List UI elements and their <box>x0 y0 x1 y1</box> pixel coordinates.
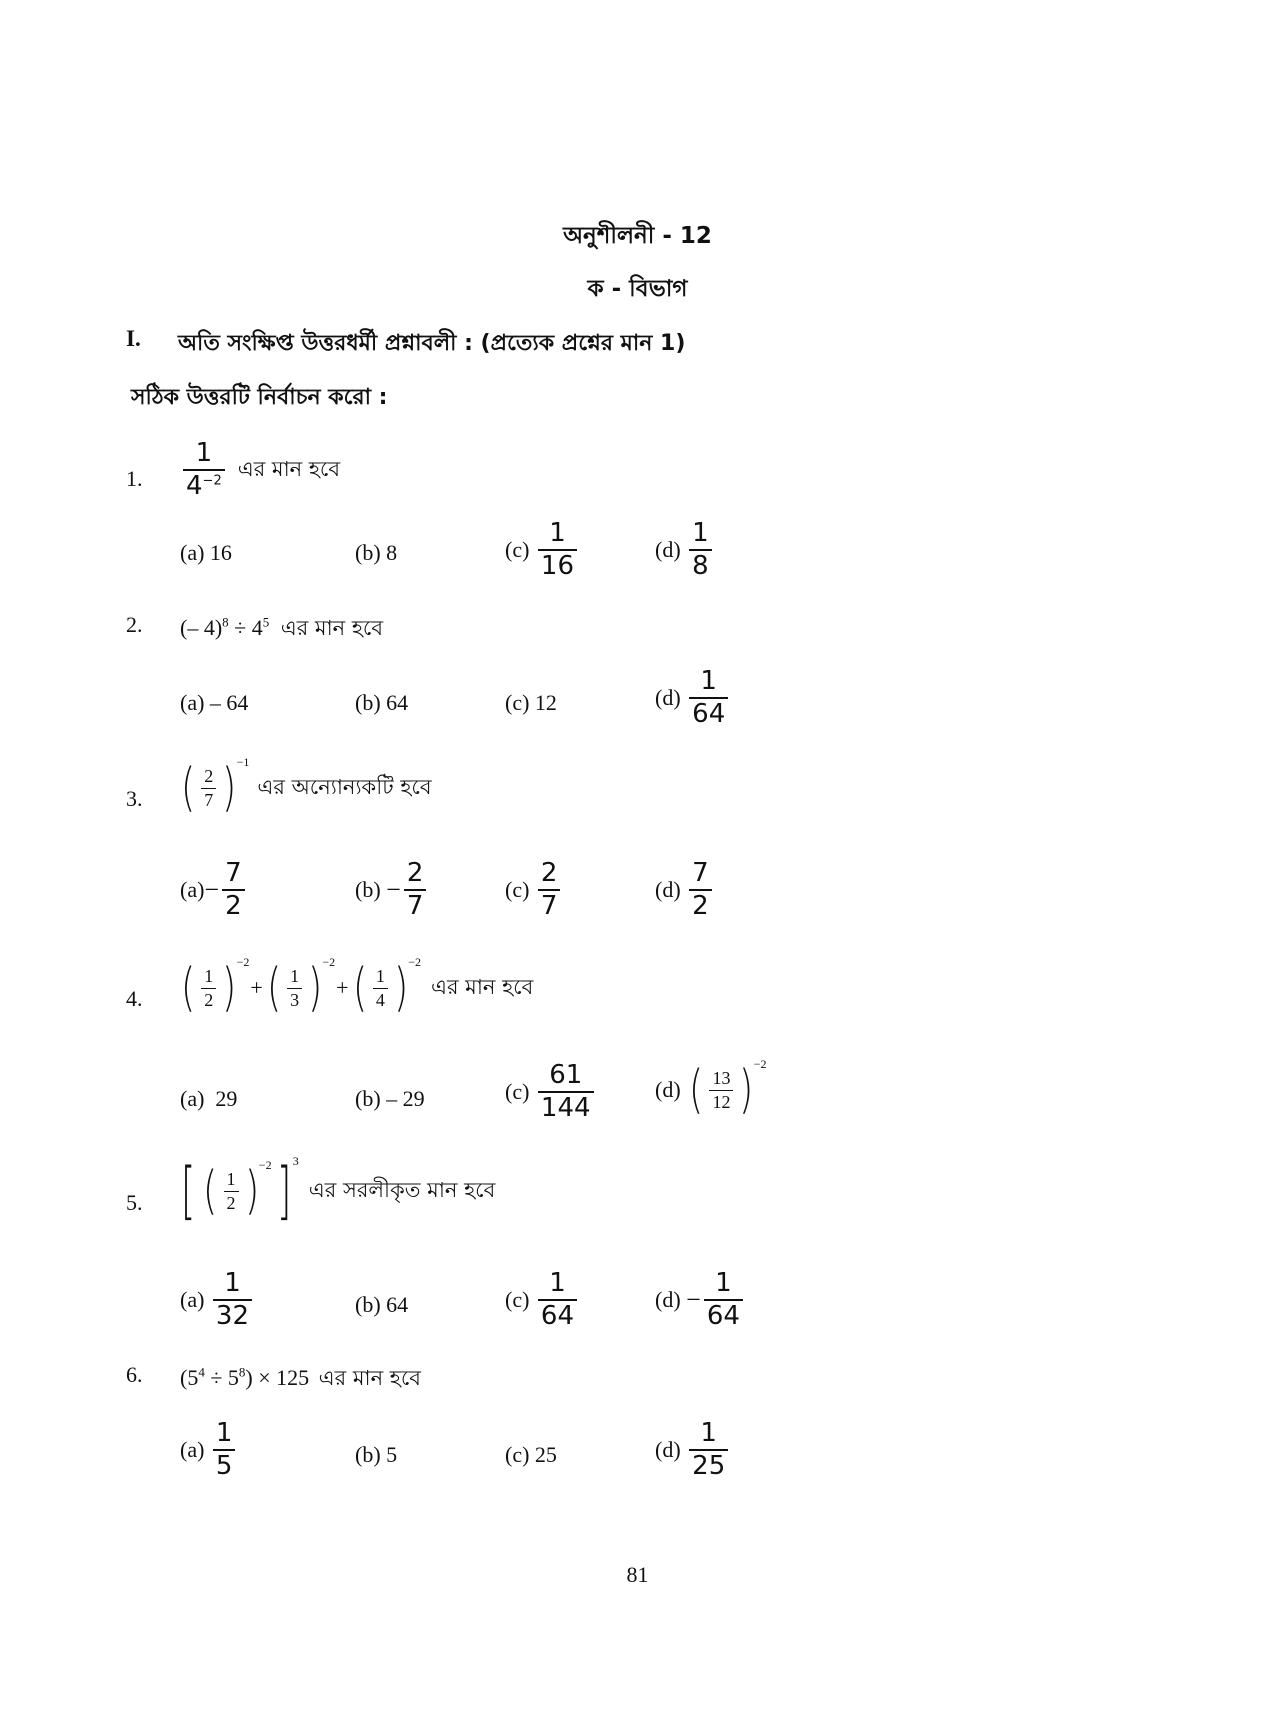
question-1-option-b[interactable]: (b) 8 <box>355 540 398 565</box>
exercise-title: অনুশীলনী - 12 <box>563 223 712 249</box>
question-1 <box>180 440 340 501</box>
question-5-option-a[interactable]: (a) $\frac{1}{32}$ <box>180 1270 255 1331</box>
question-2-number: 2. <box>126 612 143 637</box>
question-1-option-d[interactable]: (d) $\frac{1}{8}$ <box>655 520 715 581</box>
question-2-option-d[interactable]: (d) $\frac{1}{64}$ <box>655 668 731 729</box>
question-3: ( $\frac{2}{7}$ ) −1 এর অন্যোন্যকটি হবে <box>181 754 432 818</box>
question-5-option-c[interactable]: (c) $\frac{1}{64}$ <box>505 1270 580 1331</box>
question-4: ( $\frac{1}{2}$ ) −2 + ( $\frac{1}{3}$ ) −2 + ( $\frac{1}{4}$ ) −2 এর মান হবে <box>181 954 534 1018</box>
question-5-option-b[interactable]: (b) 64 <box>355 1292 409 1317</box>
question-3-option-b[interactable]: (b) − $\frac{2}{7}$ <box>355 860 429 921</box>
question-2-text: এর মান হবে <box>280 616 384 640</box>
question-1-option-c[interactable]: (c) $\frac{1}{16}$ <box>505 520 580 581</box>
question-6-option-b[interactable]: (b) 5 <box>355 1442 398 1467</box>
question-4-option-a[interactable]: (a) 29 <box>180 1086 238 1111</box>
question-2: (– $4)^8 \div 4^5$ এর মান হবে <box>180 614 384 640</box>
question-4-option-b[interactable]: (b) – 29 <box>355 1086 425 1111</box>
question-5-text: এর সরলীকৃত মান হবে <box>308 1177 496 1202</box>
question-1-number: 1. <box>126 466 143 491</box>
section-subtitle: ক - বিভাগ <box>587 276 688 302</box>
question-6: $(5^4 \div 5^8) \times 125$ এর মান হবে <box>180 1364 421 1390</box>
question-6-option-c[interactable]: (c) 25 <box>505 1442 557 1467</box>
question-6-text: এর মান হবে <box>318 1366 421 1390</box>
section-number: I. <box>126 326 141 351</box>
section-heading: অতি সংক্ষিপ্ত উত্তরধর্মী প্রশ্নাবলী : (প্রত্যেক প্রশ্নের মান 1) <box>178 331 686 356</box>
question-3-option-a[interactable]: (a) − $\frac{7}{2}$ <box>180 860 248 921</box>
question-6-option-a[interactable]: (a) $\frac{1}{5}$ <box>180 1420 238 1481</box>
question-1-option-a[interactable]: (a) 16 <box>180 540 232 565</box>
question-2-option-b[interactable]: (b) 64 <box>355 690 409 715</box>
question-4-number: 4. <box>126 986 143 1011</box>
question-5: [ ( $\frac{1}{2}$ ) −2 ] 3 এর সরলীকৃত মান হবে <box>180 1153 496 1227</box>
question-3-option-c[interactable]: (c) $\frac{2}{7}$ <box>505 860 563 921</box>
question-2-option-a[interactable]: (a) – 64 <box>180 690 249 715</box>
question-2-option-c[interactable]: (c) 12 <box>505 690 557 715</box>
question-5-number: 5. <box>126 1190 143 1215</box>
page-number: 81 <box>626 1562 649 1587</box>
instruction: সঠিক উত্তরটি নির্বাচন করো : <box>131 385 388 410</box>
question-3-option-d[interactable]: (d) $\frac{7}{2}$ <box>655 860 715 921</box>
question-6-number: 6. <box>126 1362 143 1387</box>
question-3-number: 3. <box>126 786 143 811</box>
question-1-fraction: $\frac{1}{4^{-2}}$ <box>183 440 225 501</box>
question-4-option-d[interactable]: (d) ( $\frac{13}{12}$ ) −2 <box>655 1056 767 1120</box>
question-5-option-d[interactable]: (d) − $\frac{1}{64}$ <box>655 1270 746 1331</box>
question-4-option-c[interactable]: (c) $\frac{61}{144}$ <box>505 1062 597 1123</box>
question-6-option-d[interactable]: (d) $\frac{1}{25}$ <box>655 1420 731 1481</box>
question-3-text: এর অন্যোন্যকটি হবে <box>257 774 432 799</box>
question-4-text: এর মান হবে <box>430 974 534 999</box>
question-1-text: এর মান হবে <box>237 456 341 481</box>
